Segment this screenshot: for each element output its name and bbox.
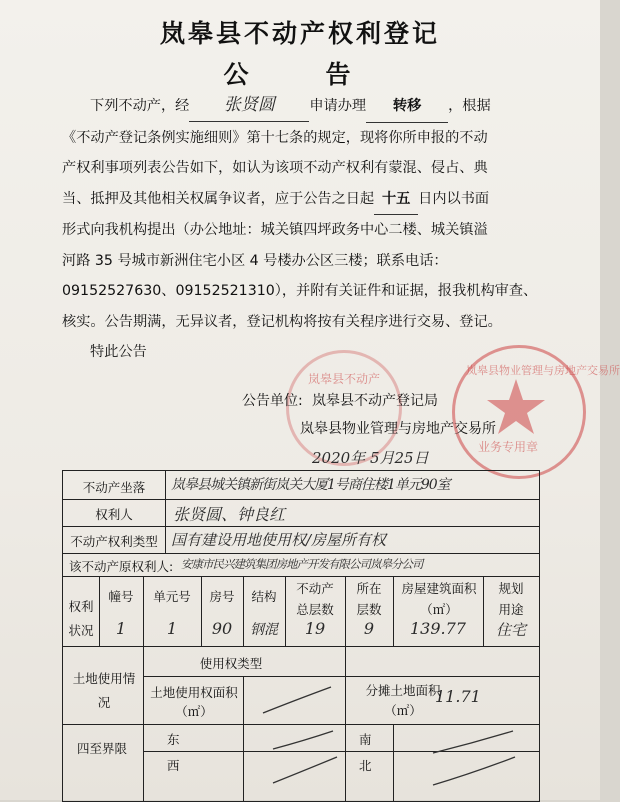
status-label: 权利状况 — [68, 599, 94, 638]
body-line-9: 特此公告 — [90, 344, 147, 360]
value-unit: 1 — [166, 619, 178, 638]
seal-right-ring-text: 岚皋县物业管理与房地产交易所 — [466, 364, 620, 377]
seal-left-text: 岚皋县不动产 — [308, 372, 381, 386]
document-title: 岚皋县不动产权利登记 — [159, 19, 440, 48]
text-l1-c: ，根据 — [448, 98, 491, 114]
value-structure: 钢混 — [250, 622, 278, 638]
text-l4-a: 当、抵押及其他相关权属争议者，应于公告之日起 — [62, 190, 375, 207]
body-line-5: 形式向我机构提出（办公地址：城关镇四坪政务中心二楼、城关镇溢 — [62, 222, 488, 238]
unit-name-2: 岚皋县物业管理与房地产交易所 — [300, 421, 496, 437]
announcement-date: 2020年 5月25日 — [312, 449, 429, 467]
owner-value: 张贤圆、钟良红 — [173, 505, 286, 524]
boundary-north-label: 北 — [359, 758, 372, 773]
text-l1-a: 下列不动产，经 — [90, 98, 190, 114]
header-unit: 单元号 — [153, 589, 191, 604]
value-area: 139.77 — [410, 619, 466, 638]
boundary-blank-marks-left — [253, 727, 343, 797]
right-type-value: 国有建设用地使用权/房屋所有权 — [171, 531, 387, 549]
applicant-field: 张贤圆 — [189, 90, 309, 122]
header-floor: 所在层数 — [356, 581, 382, 617]
body-line-2: 《不动产登记条例实施细则》第十七条的规定，现将你所申报的不动 — [62, 129, 488, 146]
unit-name-1: 岚皋县不动产登记局 — [312, 393, 438, 409]
boundary-blank-marks-right — [403, 727, 533, 797]
right-type-label: 不动产权利类型 — [70, 534, 158, 549]
body-line-1 — [62, 90, 532, 123]
header-usage: 规划用途 — [498, 581, 524, 617]
land-area-blank-mark — [253, 683, 337, 719]
owner-label: 权利人 — [95, 507, 133, 522]
header-building: 幢号 — [108, 589, 134, 604]
boundary-south-label: 南 — [359, 732, 372, 747]
shared-area-label: 分摊土地面积（㎡） — [365, 683, 441, 718]
business-field: 转移 — [366, 91, 448, 123]
body-line-6: 河路 35 号城市新洲住宅小区 4 号楼办公区三楼；联系电话： — [62, 252, 448, 269]
previous-owner-value: 安康市民兴建筑集团房地产开发有限公司岚皋分公司 — [181, 557, 423, 571]
boundary-label: 四至界限 — [77, 741, 128, 756]
boundary-east-label: 东 — [167, 732, 180, 747]
body-line-4 — [62, 184, 532, 216]
header-structure: 结构 — [251, 589, 277, 604]
value-usage: 住宅 — [495, 621, 526, 639]
body-line-3: 产权利事项列表公告如下，如认为该项不动产权利有蒙混、侵占、典 — [62, 160, 488, 176]
text-l1-b: 申请办理 — [309, 98, 367, 114]
location-label: 不动产坐落 — [82, 480, 146, 495]
body-line-7: 09152527630、09152521310），并附有关证件和证据，报我机构审查、 — [62, 283, 538, 299]
days-field: 十五 — [374, 184, 418, 216]
shared-area-value: 11.71 — [435, 687, 481, 706]
header-area: 房屋建筑面积（㎡） — [401, 581, 477, 617]
unit-label: 公告单位: — [242, 393, 303, 409]
value-floor: 9 — [363, 619, 375, 638]
location-value: 岚皋县城关镇新街岚关大厦1号商住楼1单元90室 — [171, 477, 450, 493]
text-l4-b: 日内以书面 — [418, 190, 490, 207]
announcement-body — [62, 90, 538, 368]
header-total-floors: 不动产总层数 — [296, 581, 334, 617]
body-line-8: 核实。公告期满，无异议者，登记机构将按有关程序进行交易、登记。 — [62, 313, 502, 330]
property-table — [62, 470, 540, 802]
land-area-label: 土地使用权面积（㎡） — [150, 685, 238, 719]
value-room: 90 — [211, 619, 233, 638]
land-use-type-label: 使用权类型 — [199, 656, 263, 671]
document-subtitle: 公 告 — [223, 60, 377, 89]
value-total-floors: 19 — [304, 619, 326, 638]
previous-owner-label: 该不动产原权利人: — [69, 559, 174, 574]
land-use-label: 土地使用情况 — [72, 671, 136, 710]
boundary-west-label: 西 — [167, 758, 180, 773]
seal-right-bottom-text: 业务专用章 — [478, 440, 539, 454]
header-room: 房号 — [209, 589, 235, 604]
value-building: 1 — [115, 619, 127, 638]
